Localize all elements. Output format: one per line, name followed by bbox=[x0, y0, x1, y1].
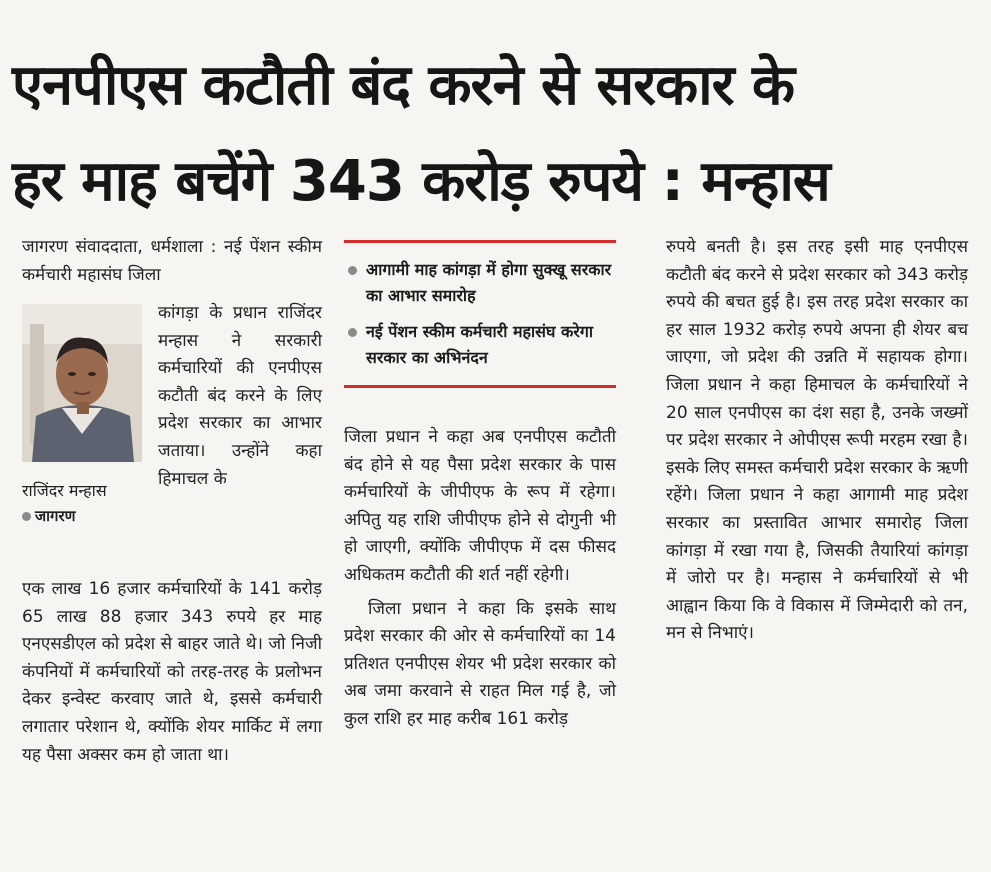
highlight-item bbox=[344, 319, 616, 371]
bullet-dot-icon bbox=[348, 266, 357, 275]
left-bottom-paragraph: एक लाख 16 हजार कर्मचारियों के 141 करोड़ 65 लाख 88 हजार 343 रुपये हर माह एनएसडीएल को प्रदेश से बाहर जाते थे। जो निजी कंपनियों में कर्मचारियों को तरह-तरह के प्रलोभन देकर इन्वेस्ट करवाए जाते थे, इससे कर्मचारी लगातार परेशान थे, क्योंकि शेयर मार्किट में लगा यह पैसा अक्सर कम हो जाता था। bbox=[22, 579, 322, 765]
left-narrow-paragraph: कांगड़ा के प्रधान राजिंदर मन्हास ने सरकारी कर्मचारियों की एनपीएस कटौती बंद करने के लिए प्रदेश सरकार का आभार जताया। उन्होंने कहा हिमाचल के bbox=[158, 303, 322, 489]
highlight-text: नई पेंशन स्कीम कर्मचारी महासंघ करेगा सरकार का अभिनंदन bbox=[366, 322, 593, 367]
headline bbox=[12, 38, 982, 230]
middle-column bbox=[344, 424, 616, 734]
portrait-image bbox=[22, 304, 142, 462]
highlight-text: आगामी माह कांगड़ा में होगा सुक्खू सरकार का आभार समारोह bbox=[366, 260, 612, 305]
highlight-item bbox=[344, 257, 616, 309]
portrait-photo bbox=[22, 304, 142, 462]
left-narrow-text bbox=[158, 300, 322, 493]
left-bottom-text bbox=[22, 576, 322, 769]
middle-paragraph-1: जिला प्रधान ने कहा अब एनपीएस कटौती बंद होने से यह पैसा प्रदेश सरकार के पास कर्मचारियों के जीपीएफ के रूप में रहेगा। अपितु यह राशि जीपीएफ होने से दोगुनी भी हो जाएगी, क्योंकि जीपीएफ में दस फीसद अधिकतम कटौती की शर्त नहीं रहेगी। bbox=[344, 427, 616, 585]
bullet-dot-icon bbox=[22, 512, 31, 521]
right-column bbox=[666, 234, 968, 648]
photo-caption-source-text: जागरण bbox=[35, 507, 76, 525]
byline-text: जागरण संवाददाता, धर्मशाला : नई पेंशन स्कीम कर्मचारी महासंघ जिला bbox=[22, 237, 322, 285]
headline-line-1: एनपीएस कटौती बंद करने से सरकार के bbox=[12, 53, 795, 118]
photo-box bbox=[22, 304, 144, 528]
byline bbox=[22, 234, 322, 289]
middle-paragraph-2: जिला प्रधान ने कहा कि इसके साथ प्रदेश सरकार की ओर से कर्मचारियों का 14 प्रतिशत एनपीएस शेयर भी प्रदेश सरकार को अब जमा करवाने से राहत मिल गई है, जो कुल राशि हर माह करीब 161 करोड़ bbox=[344, 598, 616, 729]
highlights-box bbox=[344, 240, 616, 388]
right-paragraph-1: रुपये बनती है। इस तरह इसी माह एनपीएस कटौती बंद करने से प्रदेश सरकार को 343 करोड़ रुपये की बचत हुई है। इस तरह प्रदेश सरकार का हर साल 1932 करोड़ रुपये अपना ही शेयर बच जाएगा, जो प्रदेश की उन्नति में सहायक होगा। जिला प्रधान ने कहा हिमाचल के कर्मचारियों ने 20 साल एनपीएस का दंश सहा है, उनके जख्मों पर प्रदेश सरकार ने ओपीएस रूपी मरहम रखा है। इसके लिए समस्त कर्मचारी प्रदेश सरकार के ऋणी रहेंगे। जिला प्रधान ने कहा आगामी माह प्रदेश सरकार का प्रस्तावित आभार समारोह जिला कांगड़ा में रखा गया है, जिसकी तैयारियां कांगड़ा में जोरो पर है। मन्हास ने कर्मचारियों से भी आह्वान किया कि वे विकास में जिम्मेदारी को तन, मन से निभाएं। bbox=[666, 237, 968, 644]
bullet-dot-icon bbox=[348, 328, 357, 337]
highlights-bottom-rule bbox=[344, 385, 616, 388]
photo-caption-source bbox=[22, 504, 144, 528]
photo-caption-name: राजिंदर मन्हास bbox=[22, 481, 107, 500]
headline-line-2: हर माह बचेंगे 343 करोड़ रुपये : मन्हास bbox=[12, 149, 830, 214]
